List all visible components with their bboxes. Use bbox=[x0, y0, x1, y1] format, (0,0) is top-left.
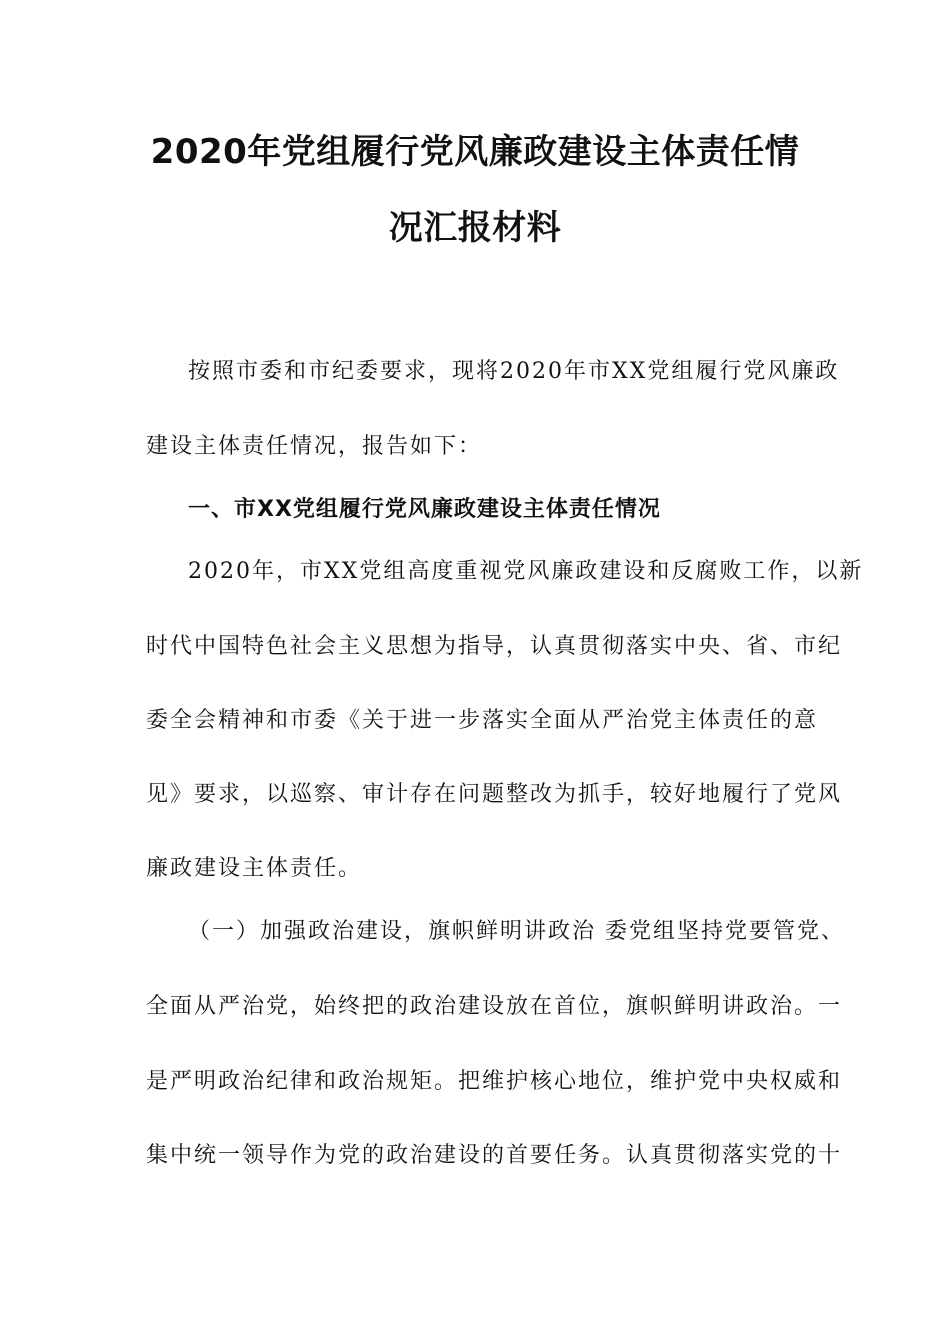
document-title-line-2: 况汇报材料 bbox=[388, 208, 562, 248]
paragraph-subsection-line-4: 集中统一领导作为党的政治建设的首要任务。认真贯彻落实党的十 bbox=[146, 1143, 843, 1168]
paragraph-body-line-1: 2020年，市XX党组高度重视党风廉政建设和反腐败工作，以新 bbox=[188, 559, 864, 584]
paragraph-body-line-4: 见》要求，以巡察、审计存在问题整改为抓手，较好地履行了党风 bbox=[146, 782, 843, 807]
document-title-line-1: 2020年党组履行党风廉政建设主体责任情 bbox=[150, 132, 800, 172]
paragraph-body-line-3: 委全会精神和市委《关于进一步落实全面从严治党主体责任的意 bbox=[146, 708, 819, 733]
paragraph-subsection-line-1: （一）加强政治建设，旗帜鲜明讲政治 委党组坚持党要管党、 bbox=[188, 919, 845, 944]
paragraph-intro-line-2: 建设主体责任情况，报告如下： bbox=[146, 434, 483, 459]
paragraph-intro-line-1: 按照市委和市纪委要求，现将2020年市XX党组履行党风廉政 bbox=[188, 359, 840, 384]
paragraph-subsection-line-2: 全面从严治党，始终把的政治建设放在首位，旗帜鲜明讲政治。一 bbox=[146, 994, 843, 1019]
paragraph-body-line-5: 廉政建设主体责任。 bbox=[146, 856, 363, 881]
paragraph-subsection-line-3: 是严明政治纪律和政治规矩。把维护核心地位，维护党中央权威和 bbox=[146, 1069, 843, 1094]
paragraph-body-line-2: 时代中国特色社会主义思想为指导，认真贯彻落实中央、省、市纪 bbox=[146, 634, 843, 659]
section-heading-1: 一、市XX党组履行党风廉政建设主体责任情况 bbox=[188, 497, 661, 522]
